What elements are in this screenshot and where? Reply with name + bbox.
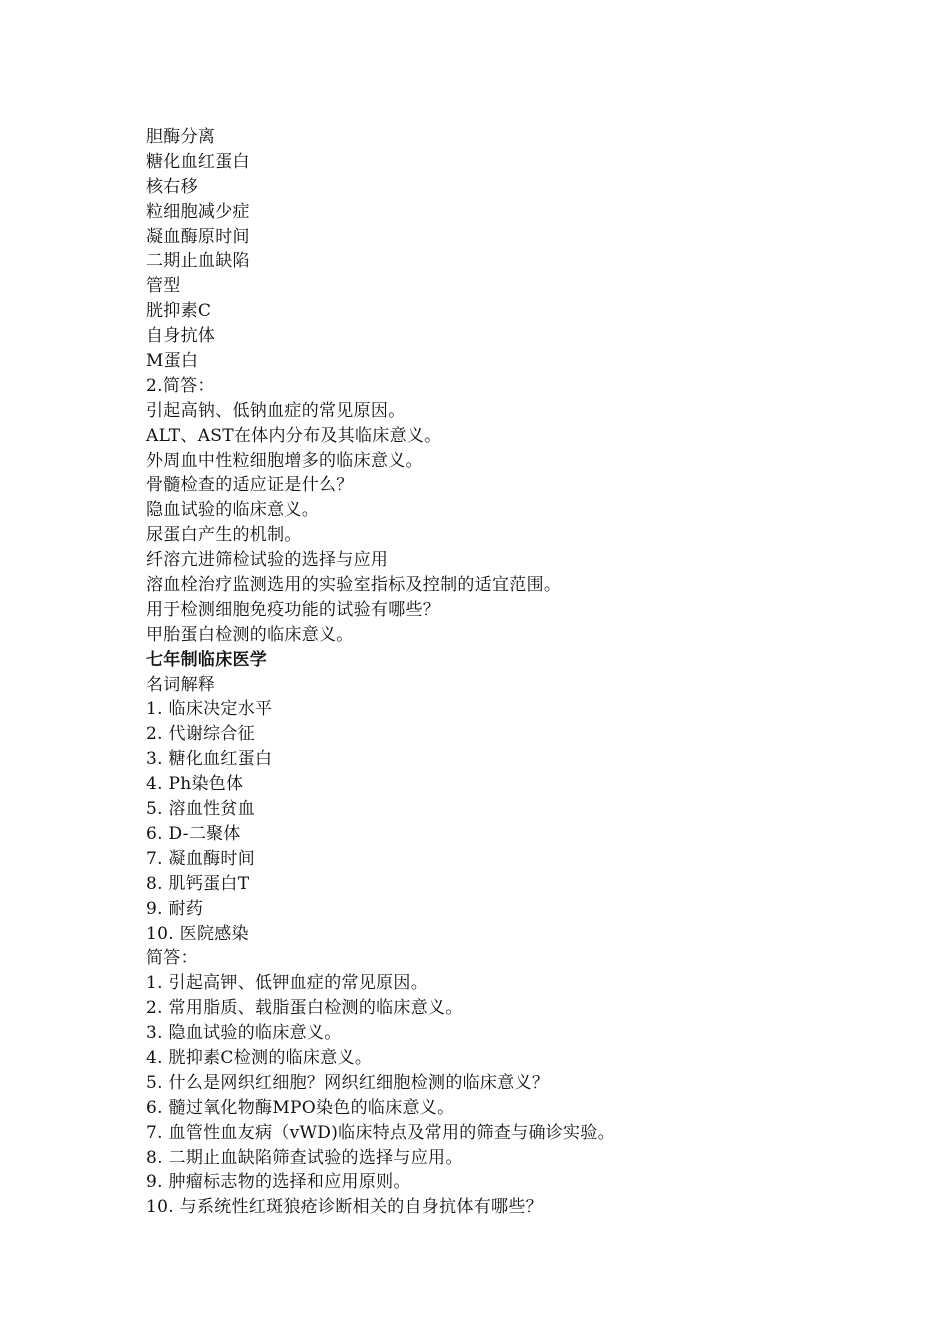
numbered-question-item: 8. 二期止血缺陷筛查试验的选择与应用。 <box>146 1147 463 1168</box>
short-answer-list <box>146 399 866 648</box>
question-item: 隐血试验的临床意义。 <box>146 500 319 521</box>
term-item: 糖化血红蛋白 <box>146 151 250 172</box>
numbered-question-item: 1. 引起高钾、低钾血症的常见原因。 <box>146 973 429 994</box>
definition-item: 5. 溶血性贫血 <box>146 799 256 820</box>
question-item: 外周血中性粒细胞增多的临床意义。 <box>146 450 423 471</box>
term-item: 管型 <box>146 276 181 297</box>
term-item: 凝血酶原时间 <box>146 226 250 247</box>
definitions-label: 名词解释 <box>146 674 216 695</box>
short-answer-label: 2.简答： <box>146 375 215 396</box>
numbered-question-item: 2. 常用脂质、载脂蛋白检测的临床意义。 <box>146 998 463 1019</box>
numbered-question-item: 3. 隐血试验的临床意义。 <box>146 1023 342 1044</box>
definition-item: 8. 肌钙蛋白T <box>146 873 250 894</box>
term-item: 胱抑素C <box>146 301 212 322</box>
numbered-question-item: 7. 血管性血友病（vWD)临床特点及常用的筛查与确诊实验。 <box>146 1122 615 1143</box>
question-item: 引起高钠、低钠血症的常见原因。 <box>146 400 406 421</box>
question-item: 纤溶亢进筛检试验的选择与应用 <box>146 550 389 571</box>
question-item: 尿蛋白产生的机制。 <box>146 525 302 546</box>
term-item: M蛋白 <box>146 351 199 372</box>
question-item: 甲胎蛋白检测的临床意义。 <box>146 624 354 645</box>
definition-item: 1. 临床决定水平 <box>146 699 273 720</box>
numbered-question-item: 10. 与系统性红斑狼疮诊断相关的自身抗体有哪些？ <box>146 1197 543 1218</box>
definition-item: 2. 代谢综合征 <box>146 724 256 745</box>
question-item: 骨髓检查的适应证是什么？ <box>146 475 354 496</box>
section-heading: 七年制临床医学 <box>146 649 268 670</box>
numbered-question-item: 9. 肿瘤标志物的选择和应用原则。 <box>146 1172 411 1193</box>
definition-item: 3. 糖化血红蛋白 <box>146 749 273 770</box>
term-item: 胆酶分离 <box>146 127 216 147</box>
numbered-question-item: 5. 什么是网织红细胞？网织红细胞检测的临床意义？ <box>146 1072 550 1093</box>
numbered-question-item: 4. 胱抑素C检测的临床意义。 <box>146 1047 373 1068</box>
definition-item: 6. D-二聚体 <box>146 823 241 844</box>
questions-label: 简答： <box>146 948 198 969</box>
definition-item: 4. Ph染色体 <box>146 774 244 795</box>
question-item: 溶血栓治疗监测选用的实验室指标及控制的适宜范围。 <box>146 575 562 596</box>
question-item: ALT、AST在体内分布及其临床意义。 <box>146 425 442 446</box>
term-item: 核右移 <box>146 176 198 197</box>
questions-list <box>146 971 866 1220</box>
terms-list <box>146 125 866 374</box>
term-item: 粒细胞减少症 <box>146 201 250 222</box>
term-item: 二期止血缺陷 <box>146 251 250 272</box>
definition-item: 10. 医院感染 <box>146 923 249 944</box>
definition-item: 9. 耐药 <box>146 898 204 919</box>
document-page <box>146 125 866 1220</box>
question-item: 用于检测细胞免疫功能的试验有哪些？ <box>146 599 441 620</box>
numbered-question-item: 6. 髓过氧化物酶MPO染色的临床意义。 <box>146 1097 455 1118</box>
definitions-list <box>146 697 866 946</box>
term-item: 自身抗体 <box>146 326 216 347</box>
definition-item: 7. 凝血酶时间 <box>146 848 256 869</box>
